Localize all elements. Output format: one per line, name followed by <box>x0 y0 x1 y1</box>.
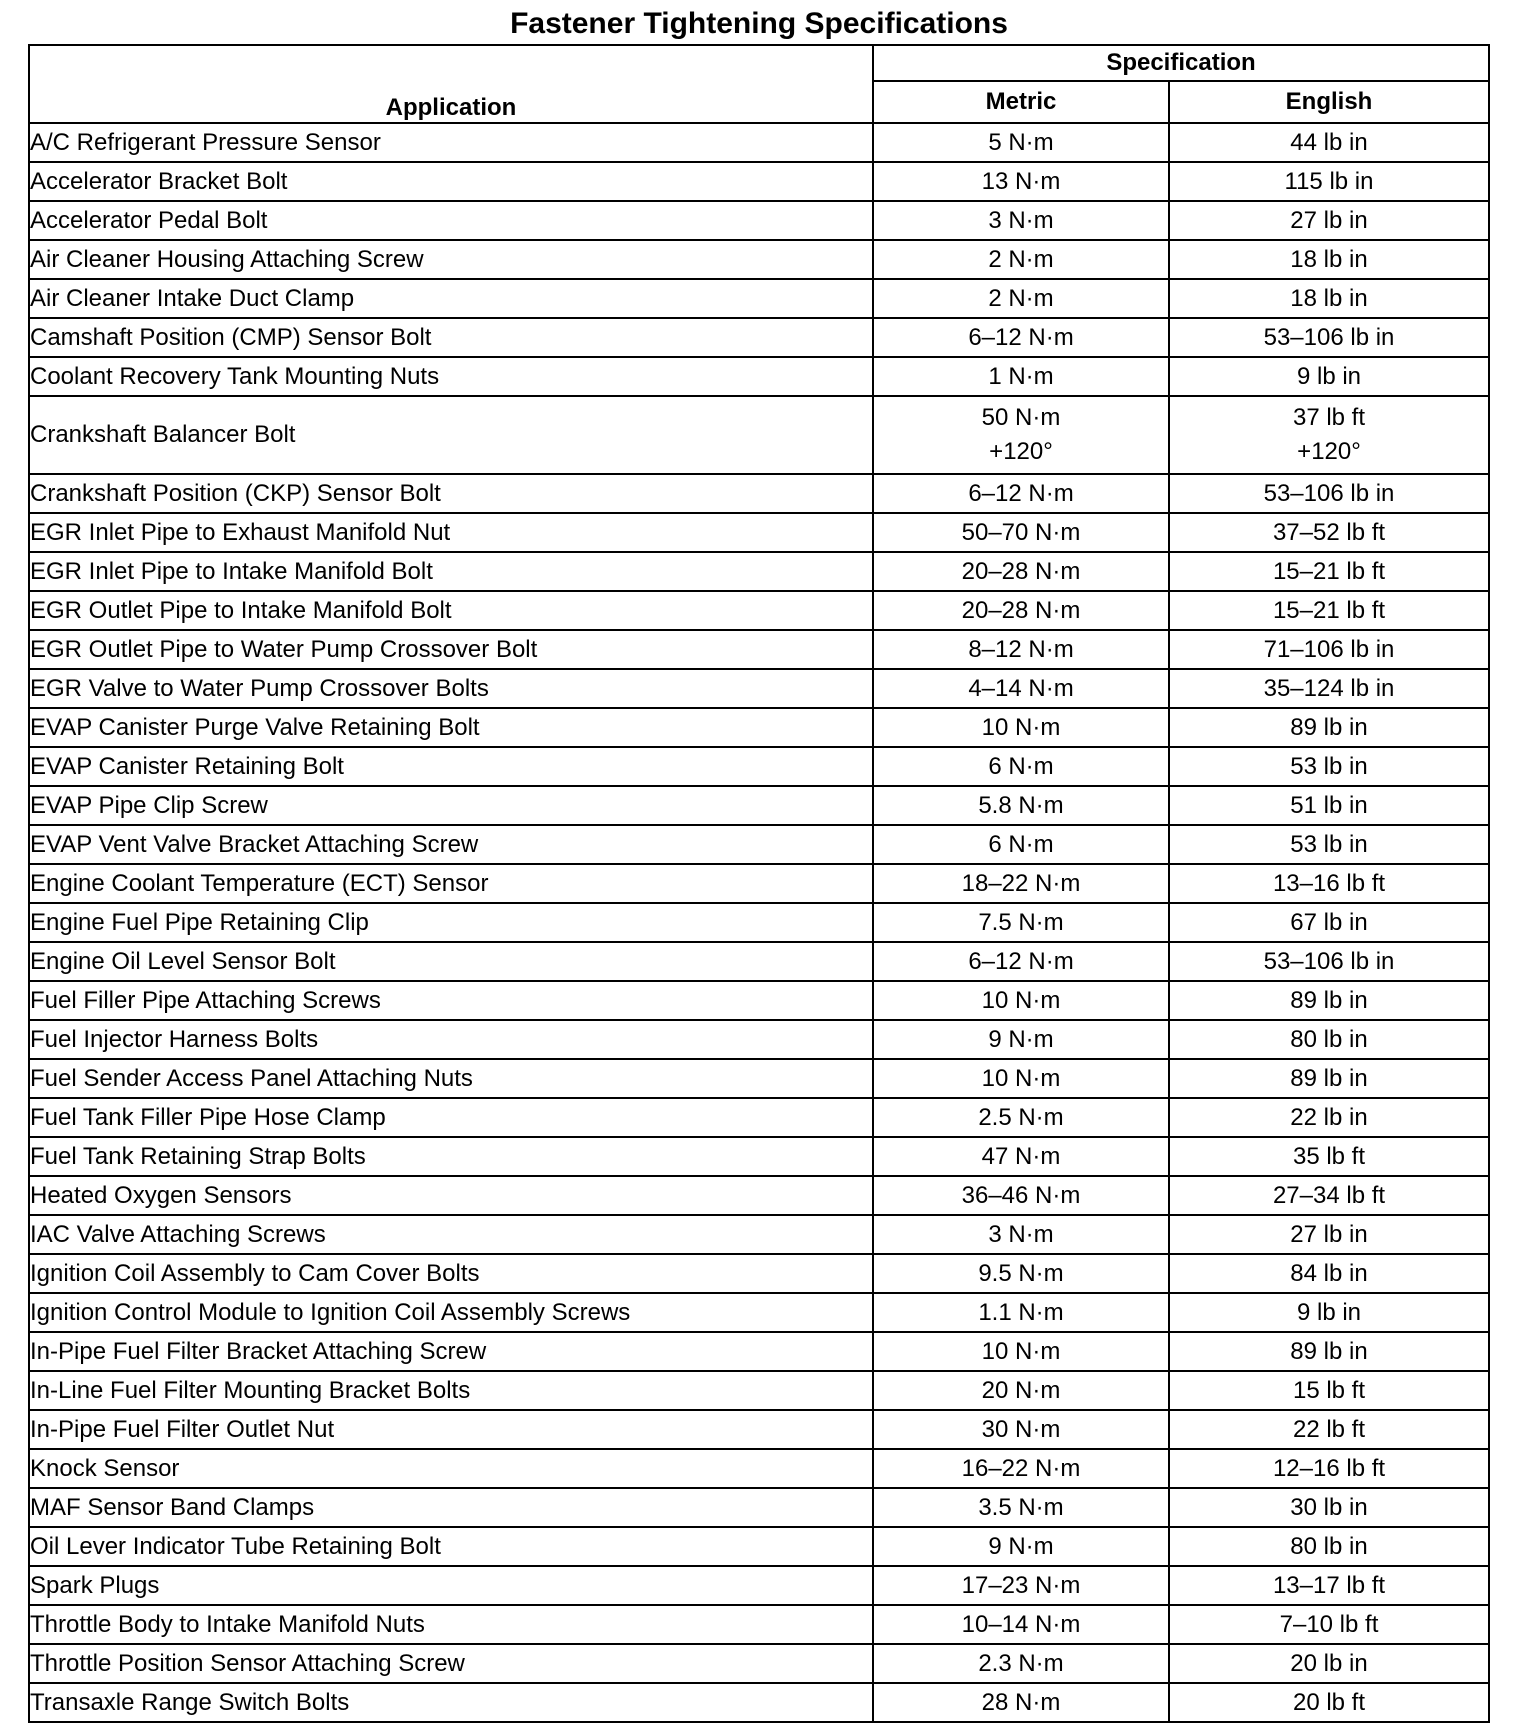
metric-cell: 3 N·m <box>873 1215 1169 1254</box>
application-cell: Air Cleaner Intake Duct Clamp <box>29 279 873 318</box>
application-cell: Fuel Sender Access Panel Attaching Nuts <box>29 1059 873 1098</box>
table-row <box>29 1527 1489 1566</box>
fastener-spec-table <box>28 44 1490 1723</box>
application-cell: Ignition Coil Assembly to Cam Cover Bolts <box>29 1254 873 1293</box>
metric-cell: 6 N·m <box>873 825 1169 864</box>
english-cell: 89 lb in <box>1169 1332 1489 1371</box>
table-row <box>29 123 1489 162</box>
application-cell: EGR Outlet Pipe to Intake Manifold Bolt <box>29 591 873 630</box>
application-cell: Fuel Tank Retaining Strap Bolts <box>29 1137 873 1176</box>
english-cell: 13–16 lb ft <box>1169 864 1489 903</box>
english-cell: 15–21 lb ft <box>1169 552 1489 591</box>
application-cell: Crankshaft Balancer Bolt <box>29 396 873 474</box>
english-cell <box>1169 396 1489 474</box>
application-cell: Ignition Control Module to Ignition Coil Assembly Screws <box>29 1293 873 1332</box>
table-row <box>29 1215 1489 1254</box>
application-cell: Spark Plugs <box>29 1566 873 1605</box>
english-cell: 115 lb in <box>1169 162 1489 201</box>
english-cell: 53 lb in <box>1169 747 1489 786</box>
metric-cell: 4–14 N·m <box>873 669 1169 708</box>
table-row <box>29 825 1489 864</box>
english-cell: 9 lb in <box>1169 357 1489 396</box>
table-row <box>29 942 1489 981</box>
metric-cell: 6–12 N·m <box>873 474 1169 513</box>
application-cell: Fuel Injector Harness Bolts <box>29 1020 873 1059</box>
metric-cell: 13 N·m <box>873 162 1169 201</box>
metric-cell: 9 N·m <box>873 1020 1169 1059</box>
metric-cell: 10 N·m <box>873 708 1169 747</box>
table-row <box>29 162 1489 201</box>
table-row <box>29 1410 1489 1449</box>
metric-cell: 3.5 N·m <box>873 1488 1169 1527</box>
metric-cell: 6 N·m <box>873 747 1169 786</box>
application-cell: Coolant Recovery Tank Mounting Nuts <box>29 357 873 396</box>
application-cell: EGR Outlet Pipe to Water Pump Crossover Bolt <box>29 630 873 669</box>
table-row <box>29 1020 1489 1059</box>
application-cell: Throttle Position Sensor Attaching Screw <box>29 1644 873 1683</box>
metric-cell: 30 N·m <box>873 1410 1169 1449</box>
table-row <box>29 1332 1489 1371</box>
application-cell: Crankshaft Position (CKP) Sensor Bolt <box>29 474 873 513</box>
english-cell: 89 lb in <box>1169 981 1489 1020</box>
application-cell: In-Pipe Fuel Filter Outlet Nut <box>29 1410 873 1449</box>
english-cell: 15 lb ft <box>1169 1371 1489 1410</box>
english-cell: 37–52 lb ft <box>1169 513 1489 552</box>
table-row <box>29 1137 1489 1176</box>
english-cell: 35 lb ft <box>1169 1137 1489 1176</box>
table-row <box>29 240 1489 279</box>
table-row <box>29 279 1489 318</box>
table-row <box>29 1605 1489 1644</box>
english-cell: 35–124 lb in <box>1169 669 1489 708</box>
header-metric: Metric <box>873 81 1169 123</box>
application-cell: EVAP Canister Purge Valve Retaining Bolt <box>29 708 873 747</box>
table-row <box>29 747 1489 786</box>
metric-cell: 10 N·m <box>873 981 1169 1020</box>
metric-cell: 10–14 N·m <box>873 1605 1169 1644</box>
table-row <box>29 513 1489 552</box>
metric-cell: 1.1 N·m <box>873 1293 1169 1332</box>
application-cell: Engine Fuel Pipe Retaining Clip <box>29 903 873 942</box>
application-cell: Fuel Filler Pipe Attaching Screws <box>29 981 873 1020</box>
application-cell: EGR Inlet Pipe to Exhaust Manifold Nut <box>29 513 873 552</box>
english-cell: 80 lb in <box>1169 1020 1489 1059</box>
english-cell: 27–34 lb ft <box>1169 1176 1489 1215</box>
english-cell: 53 lb in <box>1169 825 1489 864</box>
table-row <box>29 1449 1489 1488</box>
metric-cell: 2.3 N·m <box>873 1644 1169 1683</box>
table-row <box>29 1566 1489 1605</box>
application-cell: MAF Sensor Band Clamps <box>29 1488 873 1527</box>
english-angle-value: +120° <box>1297 438 1361 465</box>
english-cell: 84 lb in <box>1169 1254 1489 1293</box>
metric-cell: 17–23 N·m <box>873 1566 1169 1605</box>
metric-cell: 2 N·m <box>873 279 1169 318</box>
metric-cell: 6–12 N·m <box>873 318 1169 357</box>
application-cell: Accelerator Bracket Bolt <box>29 162 873 201</box>
application-cell: Heated Oxygen Sensors <box>29 1176 873 1215</box>
metric-cell <box>873 396 1169 474</box>
english-cell: 12–16 lb ft <box>1169 1449 1489 1488</box>
english-cell: 22 lb in <box>1169 1098 1489 1137</box>
metric-cell: 9 N·m <box>873 1527 1169 1566</box>
english-value: 37 lb ft <box>1292 404 1366 431</box>
metric-cell: 18–22 N·m <box>873 864 1169 903</box>
application-cell: EGR Inlet Pipe to Intake Manifold Bolt <box>29 552 873 591</box>
metric-cell: 10 N·m <box>873 1059 1169 1098</box>
metric-cell: 8–12 N·m <box>873 630 1169 669</box>
table-row <box>29 1293 1489 1332</box>
metric-cell: 2 N·m <box>873 240 1169 279</box>
table-body <box>29 123 1489 1722</box>
metric-cell: 36–46 N·m <box>873 1176 1169 1215</box>
table-row <box>29 669 1489 708</box>
application-cell: EVAP Vent Valve Bracket Attaching Screw <box>29 825 873 864</box>
english-cell: 53–106 lb in <box>1169 942 1489 981</box>
application-cell: Knock Sensor <box>29 1449 873 1488</box>
english-cell: 44 lb in <box>1169 123 1489 162</box>
table-row <box>29 1176 1489 1215</box>
metric-cell: 1 N·m <box>873 357 1169 396</box>
metric-cell: 20–28 N·m <box>873 591 1169 630</box>
english-cell: 9 lb in <box>1169 1293 1489 1332</box>
table-row <box>29 201 1489 240</box>
table-row <box>29 981 1489 1020</box>
application-cell: Air Cleaner Housing Attaching Screw <box>29 240 873 279</box>
table-row <box>29 1644 1489 1683</box>
metric-cell: 5 N·m <box>873 123 1169 162</box>
metric-cell: 10 N·m <box>873 1332 1169 1371</box>
english-cell: 89 lb in <box>1169 708 1489 747</box>
metric-cell: 47 N·m <box>873 1137 1169 1176</box>
application-cell: Camshaft Position (CMP) Sensor Bolt <box>29 318 873 357</box>
english-cell: 22 lb ft <box>1169 1410 1489 1449</box>
metric-cell: 20 N·m <box>873 1371 1169 1410</box>
table-row <box>29 591 1489 630</box>
english-cell: 89 lb in <box>1169 1059 1489 1098</box>
table-row <box>29 1059 1489 1098</box>
application-cell: In-Pipe Fuel Filter Bracket Attaching Screw <box>29 1332 873 1371</box>
metric-cell: 16–22 N·m <box>873 1449 1169 1488</box>
table-row <box>29 786 1489 825</box>
application-cell: Throttle Body to Intake Manifold Nuts <box>29 1605 873 1644</box>
table-row <box>29 1371 1489 1410</box>
metric-cell: 9.5 N·m <box>873 1254 1169 1293</box>
application-cell: A/C Refrigerant Pressure Sensor <box>29 123 873 162</box>
application-cell: EVAP Canister Retaining Bolt <box>29 747 873 786</box>
metric-cell: 3 N·m <box>873 201 1169 240</box>
application-cell: Accelerator Pedal Bolt <box>29 201 873 240</box>
application-cell: Fuel Tank Filler Pipe Hose Clamp <box>29 1098 873 1137</box>
english-cell: 71–106 lb in <box>1169 630 1489 669</box>
application-cell: IAC Valve Attaching Screws <box>29 1215 873 1254</box>
english-cell: 7–10 lb ft <box>1169 1605 1489 1644</box>
english-cell: 15–21 lb ft <box>1169 591 1489 630</box>
header-english: English <box>1169 81 1489 123</box>
table-row <box>29 630 1489 669</box>
table-row <box>29 1098 1489 1137</box>
table-row <box>29 708 1489 747</box>
table-row <box>29 474 1489 513</box>
application-cell: Engine Oil Level Sensor Bolt <box>29 942 873 981</box>
english-cell: 20 lb ft <box>1169 1683 1489 1722</box>
english-cell: 13–17 lb ft <box>1169 1566 1489 1605</box>
metric-cell: 50–70 N·m <box>873 513 1169 552</box>
metric-cell: 5.8 N·m <box>873 786 1169 825</box>
english-cell: 18 lb in <box>1169 240 1489 279</box>
table-row <box>29 1683 1489 1722</box>
application-cell: EGR Valve to Water Pump Crossover Bolts <box>29 669 873 708</box>
table-row <box>29 357 1489 396</box>
english-cell: 20 lb in <box>1169 1644 1489 1683</box>
english-cell: 53–106 lb in <box>1169 474 1489 513</box>
english-cell: 27 lb in <box>1169 201 1489 240</box>
header-specification: Specification <box>873 45 1489 81</box>
english-cell: 27 lb in <box>1169 1215 1489 1254</box>
header-application: Application <box>29 45 873 123</box>
table-row <box>29 552 1489 591</box>
english-cell: 80 lb in <box>1169 1527 1489 1566</box>
application-cell: Engine Coolant Temperature (ECT) Sensor <box>29 864 873 903</box>
english-cell: 67 lb in <box>1169 903 1489 942</box>
table-row <box>29 318 1489 357</box>
metric-angle-value: +120° <box>989 438 1053 465</box>
application-cell: EVAP Pipe Clip Screw <box>29 786 873 825</box>
metric-value: 50 N·m <box>981 404 1061 431</box>
english-cell: 30 lb in <box>1169 1488 1489 1527</box>
metric-cell: 28 N·m <box>873 1683 1169 1722</box>
table-header <box>29 45 1489 123</box>
application-cell: In-Line Fuel Filter Mounting Bracket Bolts <box>29 1371 873 1410</box>
table-row <box>29 1488 1489 1527</box>
english-cell: 51 lb in <box>1169 786 1489 825</box>
metric-cell: 20–28 N·m <box>873 552 1169 591</box>
table-row <box>29 396 1489 474</box>
application-cell: Transaxle Range Switch Bolts <box>29 1683 873 1722</box>
metric-cell: 6–12 N·m <box>873 942 1169 981</box>
metric-cell: 7.5 N·m <box>873 903 1169 942</box>
metric-cell: 2.5 N·m <box>873 1098 1169 1137</box>
table-row <box>29 903 1489 942</box>
english-cell: 53–106 lb in <box>1169 318 1489 357</box>
english-cell: 18 lb in <box>1169 279 1489 318</box>
table-row <box>29 1254 1489 1293</box>
page-title: Fastener Tightening Specifications <box>510 7 1008 40</box>
table-row <box>29 864 1489 903</box>
application-cell: Oil Lever Indicator Tube Retaining Bolt <box>29 1527 873 1566</box>
